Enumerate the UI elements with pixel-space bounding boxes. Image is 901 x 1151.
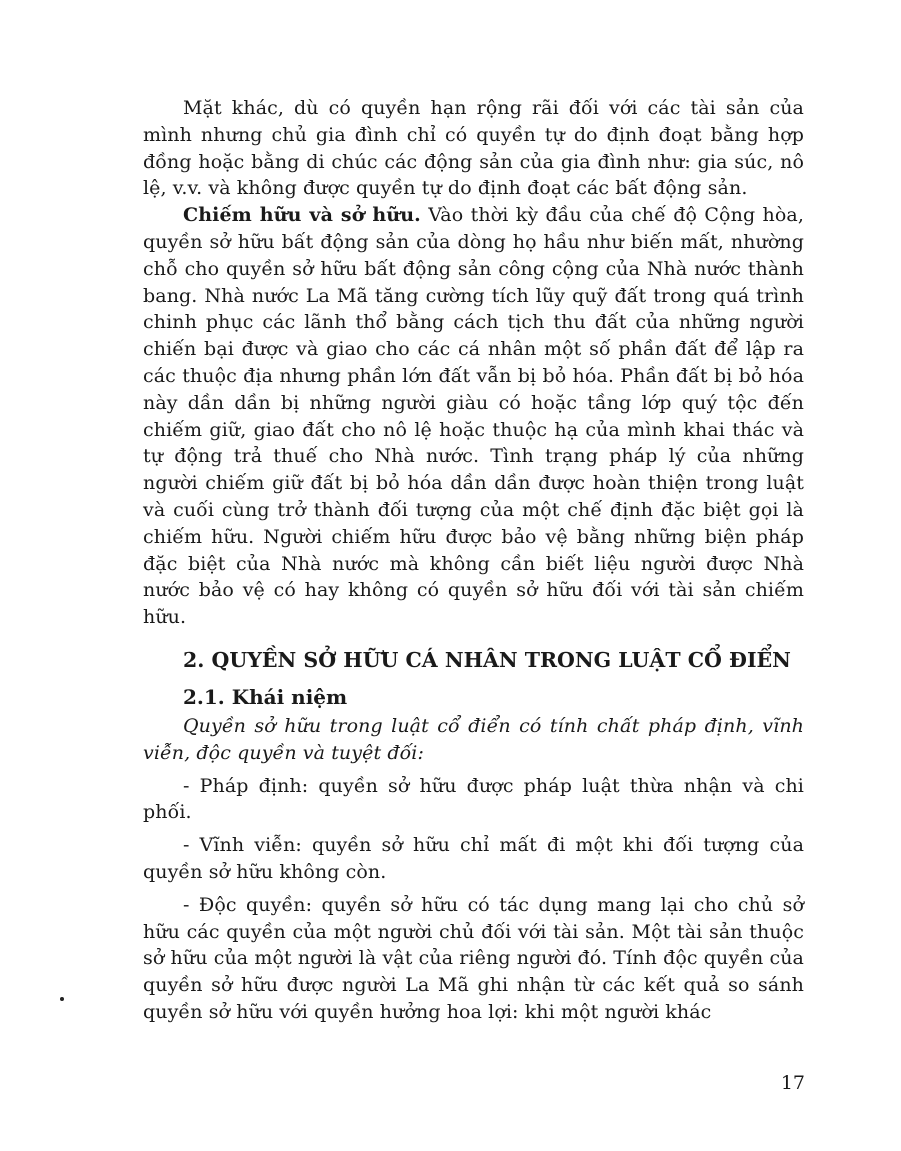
paragraph-family-property: Mặt khác, dù có quyền hạn rộng rãi đối với các tài sản của mình nhưng chủ gia đình chỉ có quyền tự do định đoạt bằng hợp đồng hoặc bằng di chúc các động sản của gia đình như: gia súc, nô lệ, v.v. và không được quyền tự do định đoạt các bất động sản.: [143, 97, 804, 200]
page-number: 17: [780, 1072, 805, 1094]
subsection-heading: 2.1. Khái niệm: [183, 684, 348, 709]
paragraph-possession: [143, 202, 804, 631]
list-item-statutory: - Pháp định: quyền sở hữu được pháp luật thừa nhận và chi phối.: [143, 774, 804, 824]
paragraph-lead-term: Chiếm hữu và sở hữu.: [183, 204, 421, 227]
document-page: [143, 95, 804, 1026]
section-heading: 2. QUYỀN SỞ HỮU CÁ NHÂN TRONG LUẬT CỔ ĐIỂN: [183, 647, 791, 672]
list-item-perpetual: - Vĩnh viễn: quyền sở hữu chỉ mất đi một khi đối tượng của quyền sở hữu không còn.: [143, 834, 804, 883]
scan-speck: [60, 997, 64, 1001]
list-item-exclusive: - Độc quyền: quyền sở hữu có tác dụng mang lại cho chủ sở hữu các quyền của một người chủ đối với tài sản. Một tài sản thuộc sở hữu của một người là vật của riêng người đó. Tính độc quyền của quyền sở hữu được người La Mã ghi nhận từ các kết quả so sánh quyền sở hữu với quyền hưởng hoa lợi: khi một người khác: [143, 893, 804, 1023]
paragraph-body: Vào thời kỳ đầu của chế độ Cộng hòa, quyền sở hữu bất động sản của dòng họ hầu như biến mất, nhường chỗ cho quyền sở hữu bất động sản công cộng của Nhà nước thành bang. Nhà nước La Mã tăng cường tích lũy quỹ đất trong quá trình chinh phục các lãnh thổ bằng cách tịch thu đất của những người chiến bại được và giao cho các cá nhân một số phần đất để lập ra các thuộc địa nhưng phần lớn đất vẫn bị bỏ hóa. Phần đất bị bỏ hóa này dần dần bị những người giàu có hoặc tầng lớp quý tộc đến chiếm giữ, giao đất cho nô lệ hoặc thuộc hạ của mình khai thác và tự động trả thuế cho Nhà nước. Tình trạng pháp lý của những người chiếm giữ đất bị bỏ hóa dần dần được hoàn thiện trong luật và cuối cùng trở thành đối tượng của một chế định đặc biệt gọi là chiếm hữu. Người chiếm hữu được bảo vệ bằng những biện pháp đặc biệt của Nhà nước mà không cần biết liệu người được Nhà nước bảo vệ có hay không có quyền sở hữu đối với tài sản chiếm hữu.: [143, 204, 804, 629]
concept-intro: Quyền sở hữu trong luật cổ điển có tính chất pháp định, vĩnh viễn, độc quyền và tuyệt đối:: [143, 714, 804, 764]
